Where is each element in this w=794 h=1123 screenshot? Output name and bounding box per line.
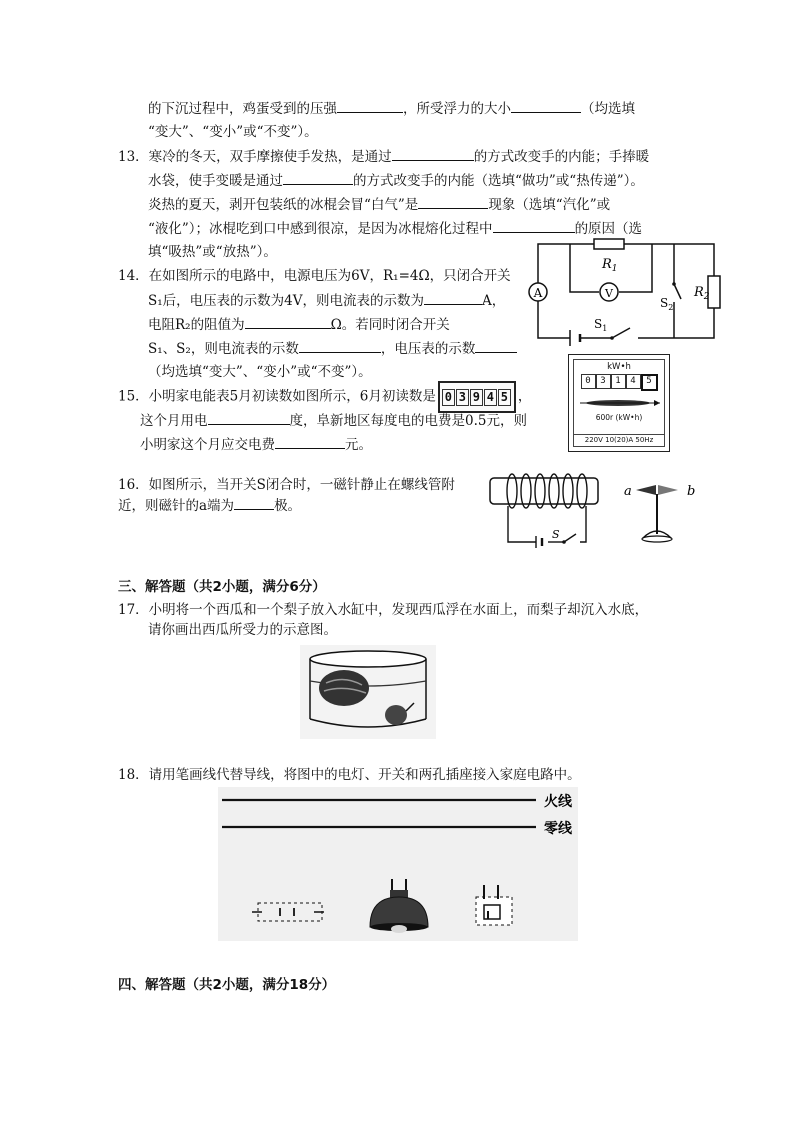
answer-blank[interactable] xyxy=(424,290,482,305)
answer-blank[interactable] xyxy=(493,218,575,233)
q15-line-1 xyxy=(118,381,531,413)
ammeter-label: A xyxy=(533,286,543,300)
q15-text: ， xyxy=(517,388,532,405)
q14-line-5: （均选填“变大”、“变小”或“不变”）。 xyxy=(148,364,372,380)
label-a: a xyxy=(624,484,632,499)
section-4-heading: 四、解答题（共2小题，满分18分） xyxy=(118,977,336,993)
q13-text: 的原因（选 xyxy=(574,221,643,237)
solenoid-compass-figure xyxy=(488,466,710,558)
answer-blank[interactable] xyxy=(283,170,353,185)
compass-needle-a xyxy=(636,485,656,495)
digit: 4 xyxy=(484,389,497,406)
q13-text: 现象（选填“汽化”或 xyxy=(488,197,611,213)
q14-line-4 xyxy=(148,338,517,359)
household-circuit-figure xyxy=(218,787,578,941)
answer-blank[interactable] xyxy=(208,410,290,425)
q12-text-b: ，所受浮力的大小 xyxy=(403,101,511,117)
voltmeter-label: V xyxy=(605,287,613,300)
q14-text: S₁后，电压表的示数为4V，则电流表的示数为 xyxy=(148,293,424,309)
digit: 1 xyxy=(611,374,626,389)
pear xyxy=(385,705,407,725)
june-meter-reading xyxy=(438,381,516,413)
q13-text: 的方式改变手的内能（选填“做功”或“热传递”）。 xyxy=(353,173,644,189)
s2-label: $S_2$ xyxy=(660,296,674,312)
q15-text: 15．小明家电能表5月初读数如图所示，6月初读数是 xyxy=(118,388,436,405)
q16-line-1: 16．如图所示，当开关S闭合时，一磁针静止在螺线管附 xyxy=(118,477,455,493)
digit: 5 xyxy=(498,389,511,406)
q14-text: ，电压表的示数 xyxy=(380,341,476,357)
digit: 3 xyxy=(456,389,469,406)
q14-line-1: 14．在如图所示的电路中，电源电压为6V，R₁=4Ω，只闭合开关 xyxy=(118,268,511,284)
q13-text: 水袋，使手变暖是通过 xyxy=(148,173,283,189)
answer-blank[interactable] xyxy=(337,98,403,113)
q14-line-2 xyxy=(148,290,505,311)
q13-line-1 xyxy=(118,146,649,167)
q14-circuit-diagram xyxy=(524,236,724,348)
q13-text: “液化”）；冰棍吃到口中感到很凉，是因为冰棍熔化过程中 xyxy=(148,221,493,237)
q13-text: 13．寒冷的冬天，双手摩擦使手发热，是通过 xyxy=(118,149,392,165)
switch-s2 xyxy=(674,284,681,299)
resistor-r1 xyxy=(594,239,624,249)
compass-needle-b xyxy=(658,485,678,495)
neutral-wire-label: 零线 xyxy=(544,821,572,837)
q15-text: 度，阜新地区每度电的电费是0.5元，则 xyxy=(289,413,527,429)
digit: 4 xyxy=(626,374,641,389)
r2-label: $R_2$ xyxy=(694,285,710,302)
q18-line-1: 18．请用笔画线代替导线，将图中的电灯、开关和两孔插座接入家庭电路中。 xyxy=(118,767,581,783)
q13-line-3 xyxy=(148,194,610,215)
q12-text-c: （均选填 xyxy=(581,101,635,117)
q15-text: 小明家这个月应交电费 xyxy=(140,437,275,453)
answer-blank[interactable] xyxy=(418,194,488,209)
answer-blank[interactable] xyxy=(245,314,331,329)
switch-label: S xyxy=(552,528,560,541)
q16-text: 极。 xyxy=(274,498,302,514)
q15-line-3 xyxy=(140,434,372,455)
s1-label: $S_1$ xyxy=(594,317,608,333)
answer-blank[interactable] xyxy=(392,146,474,161)
q14-text: A， xyxy=(482,293,506,309)
q14-text: S₁、S₂，则电流表的示数 xyxy=(148,341,299,357)
digit: 0 xyxy=(442,389,455,406)
water-tank-figure xyxy=(300,645,436,739)
switch-s2-node xyxy=(672,282,676,286)
q17-line-2: 请你画出西瓜所受力的示意图。 xyxy=(148,622,337,638)
answer-blank[interactable] xyxy=(511,98,581,113)
q12-line-2: “变大”、“变小”或“不变”）。 xyxy=(148,124,318,140)
answer-blank[interactable] xyxy=(475,338,517,353)
electric-meter-figure xyxy=(568,354,670,452)
meter-unit: kW•h xyxy=(607,362,631,372)
q13-text: 炎热的夏天，剥开包装纸的冰棍会冒“白气”是 xyxy=(148,197,419,213)
q16-line-2 xyxy=(118,495,301,516)
digit: 0 xyxy=(581,374,596,389)
digit: 9 xyxy=(470,389,483,406)
digit: 5 xyxy=(641,374,658,391)
may-meter-reading xyxy=(574,374,664,391)
switch-s1 xyxy=(612,328,630,338)
q17-line-1: 17．小明将一个西瓜和一个梨子放入水缸中，发现西瓜浮在水面上，而梨子却沉入水底， xyxy=(118,602,649,618)
q14-text: Ω。若同时闭合开关 xyxy=(330,317,450,333)
tank-rim xyxy=(310,651,426,667)
switch-node xyxy=(562,540,566,544)
switch-s1-node xyxy=(610,336,614,340)
meter-disc-icon xyxy=(574,393,664,413)
meter-rating: 220V 10(20)A 50Hz xyxy=(574,434,664,446)
q14-line-3 xyxy=(148,314,450,335)
q15-text: 这个月用电 xyxy=(140,413,208,429)
label-b: b xyxy=(687,484,696,499)
answer-blank[interactable] xyxy=(275,434,345,449)
meter-spec: 600r (kW•h) xyxy=(595,413,643,422)
switch-s xyxy=(564,534,576,542)
resistor-r2 xyxy=(708,276,720,308)
q13-line-2 xyxy=(148,170,644,191)
q14-text: 电阻R₂的阻值为 xyxy=(148,317,245,333)
compass-foot xyxy=(642,536,672,542)
q15-line-2 xyxy=(140,410,527,431)
q12-text-a: 的下沉过程中，鸡蛋受到的压强 xyxy=(148,101,337,117)
q12-line-1 xyxy=(148,98,635,119)
digit: 3 xyxy=(596,374,611,389)
q13-line-5: 填“吸热”或“放热”）。 xyxy=(148,244,277,260)
answer-blank[interactable] xyxy=(234,495,274,510)
q13-text: 的方式改变手的内能；手捧暖 xyxy=(473,149,650,165)
section-3-heading: 三、解答题（共2小题，满分6分） xyxy=(118,579,326,595)
r1-label: $R_1$ xyxy=(602,257,618,274)
answer-blank[interactable] xyxy=(299,338,381,353)
q15-text: 元。 xyxy=(345,437,372,453)
live-wire-label: 火线 xyxy=(544,794,572,810)
q16-text: 近，则磁针的a端为 xyxy=(118,498,235,514)
